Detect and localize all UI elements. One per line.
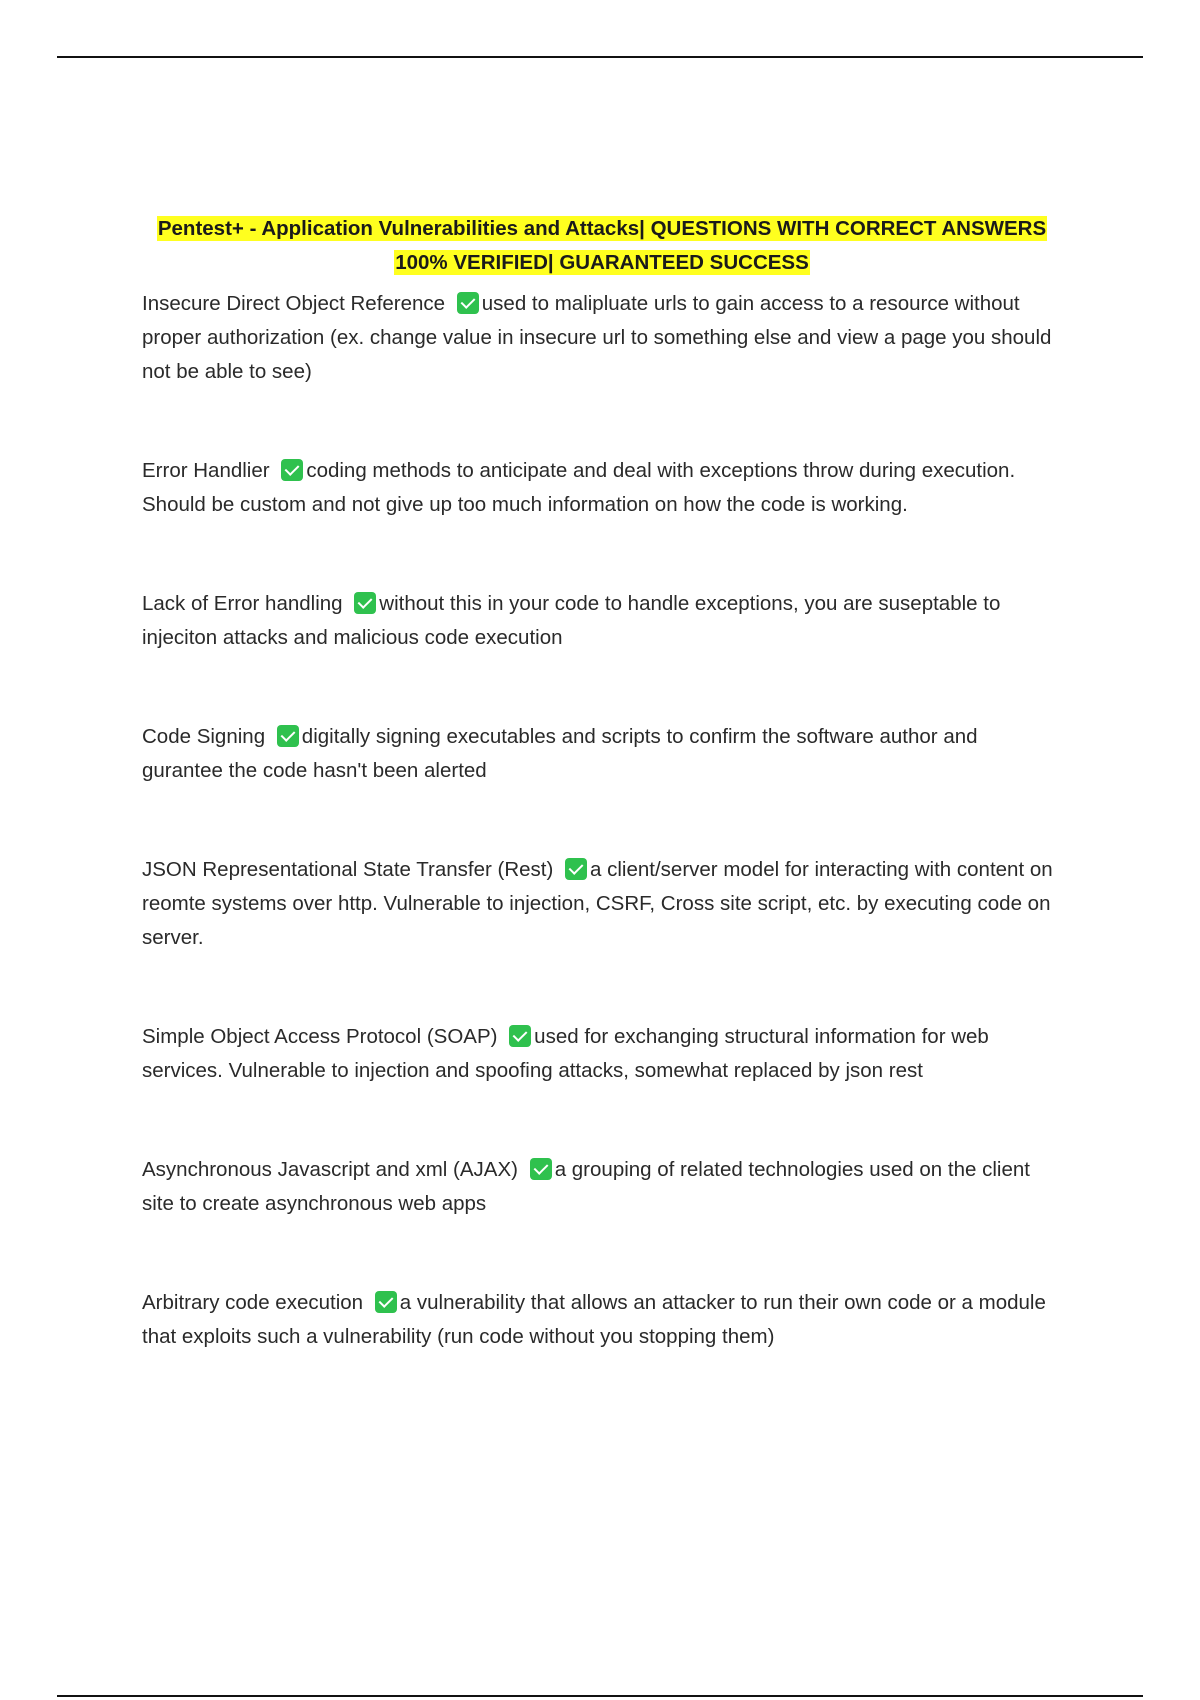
footer-rule [57, 1695, 1143, 1697]
qa-entry [142, 454, 1062, 522]
qa-entry [142, 720, 1062, 788]
check-mark-icon [509, 1025, 531, 1047]
entry-definition: coding methods to anticipate and deal with exceptions throw during execution. Should be custom and not give up too much information on how the code is working. [142, 459, 1016, 516]
qa-entry [142, 853, 1062, 955]
entry-term: Arbitrary code execution [142, 1291, 364, 1314]
check-mark-icon [565, 858, 587, 880]
check-mark-icon [530, 1158, 552, 1180]
qa-entry [142, 1153, 1062, 1221]
entry-definition: digitally signing executables and scripts to confirm the software author and gurantee the code hasn't been alerted [142, 725, 978, 782]
entry-term: Insecure Direct Object Reference [142, 292, 446, 315]
qa-entry [142, 287, 1062, 389]
entry-definition: a vulnerability that allows an attacker to run their own code or a module that exploits such a vulnerability (run code without you stopping them) [142, 1291, 1046, 1348]
entry-definition: used to malipluate urls to gain access to a resource without proper authorization (ex. change value in insecure url to something else and view a page you should not be able to see) [142, 292, 1052, 383]
entry-term: Code Signing [142, 725, 266, 748]
check-mark-icon [277, 725, 299, 747]
qa-entry [142, 587, 1062, 655]
check-mark-icon [354, 592, 376, 614]
document-body [142, 212, 1062, 1354]
qa-entry [142, 1286, 1062, 1354]
entry-term: Asynchronous Javascript and xml (AJAX) [142, 1158, 518, 1181]
check-mark-icon [457, 292, 479, 314]
entry-definition: without this in your code to handle exceptions, you are suseptable to injeciton attacks and malicious code execution [142, 592, 1001, 649]
check-mark-icon [375, 1291, 397, 1313]
entry-definition: a client/server model for interacting with content on reomte systems over http. Vulnerable to injection, CSRF, Cross site script, etc. by executing code on server. [142, 858, 1053, 949]
entry-definition: a grouping of related technologies used on the client site to create asynchronous web apps [142, 1158, 1030, 1215]
entry-definition: used for exchanging structural information for web services. Vulnerable to injection and spoofing attacks, somewhat replaced by json rest [142, 1025, 989, 1082]
title-line-2: 100% VERIFIED| GUARANTEED SUCCESS [395, 251, 809, 274]
entry-term: Simple Object Access Protocol (SOAP) [142, 1025, 498, 1048]
qa-entry [142, 1020, 1062, 1088]
entry-term: Lack of Error handling [142, 592, 343, 615]
check-mark-icon [281, 459, 303, 481]
document-title [142, 212, 1062, 280]
title-line-1: Pentest+ - Application Vulnerabilities and Attacks| QUESTIONS WITH CORRECT ANSWERS [157, 217, 1047, 240]
entry-term: Error Handlier [142, 459, 270, 482]
entry-term: JSON Representational State Transfer (Rest) [142, 858, 554, 881]
header-rule [57, 56, 1143, 58]
